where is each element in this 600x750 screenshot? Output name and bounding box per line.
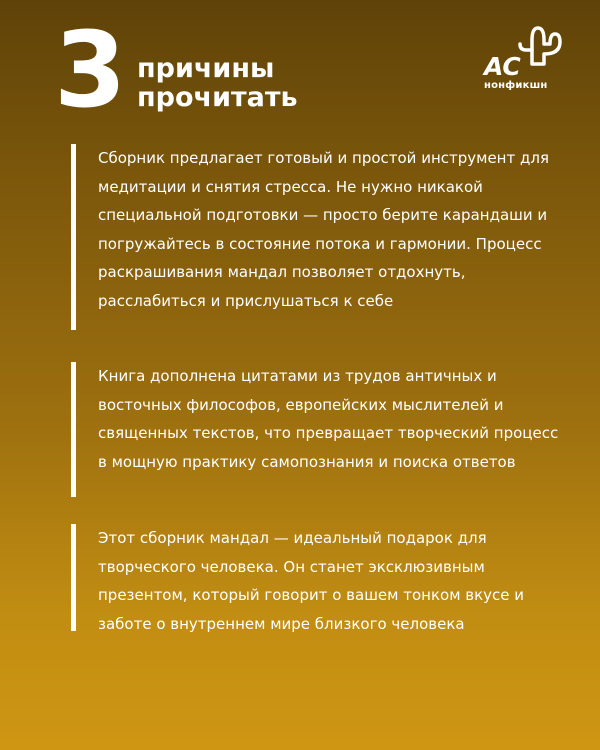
reasons-count-number: 3 — [54, 9, 125, 131]
reason-text: Сборник предлагает готовый и простой инструмент для медитации и снятия стресса. Не нужно никакой специальной подготовки — просто берите карандаши и погружайтесь в состояние потока и гармонии. Процесс раскрашивания мандал позволяет отдохнуть, расслабиться и прислушаться к себе — [98, 149, 549, 310]
logo-brand-text: АС — [484, 52, 520, 81]
reason-text: Книга дополнена цитатами из трудов античных и восточных философов, европейских мыслителей и священных текстов, что превращает творческий процесс в мощную практику самопознания и поиска ответов — [98, 367, 559, 471]
reason-item — [71, 362, 561, 497]
reason-item — [71, 524, 561, 631]
reason-item — [71, 144, 561, 330]
page-title — [137, 54, 298, 112]
reason-text: Этот сборник мандал — идеальный подарок для творческого человека. Он станет эксклюзивным презентом, который говорит о вашем тонком вкусе и заботе о внутреннем мире близкого человека — [98, 529, 525, 633]
reason-bar — [71, 524, 76, 631]
reason-bar — [71, 362, 76, 497]
reason-bar — [71, 144, 76, 330]
title-line-2: прочитать — [137, 82, 298, 113]
title-line-1: причины — [137, 53, 275, 84]
publisher-logo — [480, 20, 566, 96]
logo-subtitle: нонфикшн — [484, 80, 548, 91]
